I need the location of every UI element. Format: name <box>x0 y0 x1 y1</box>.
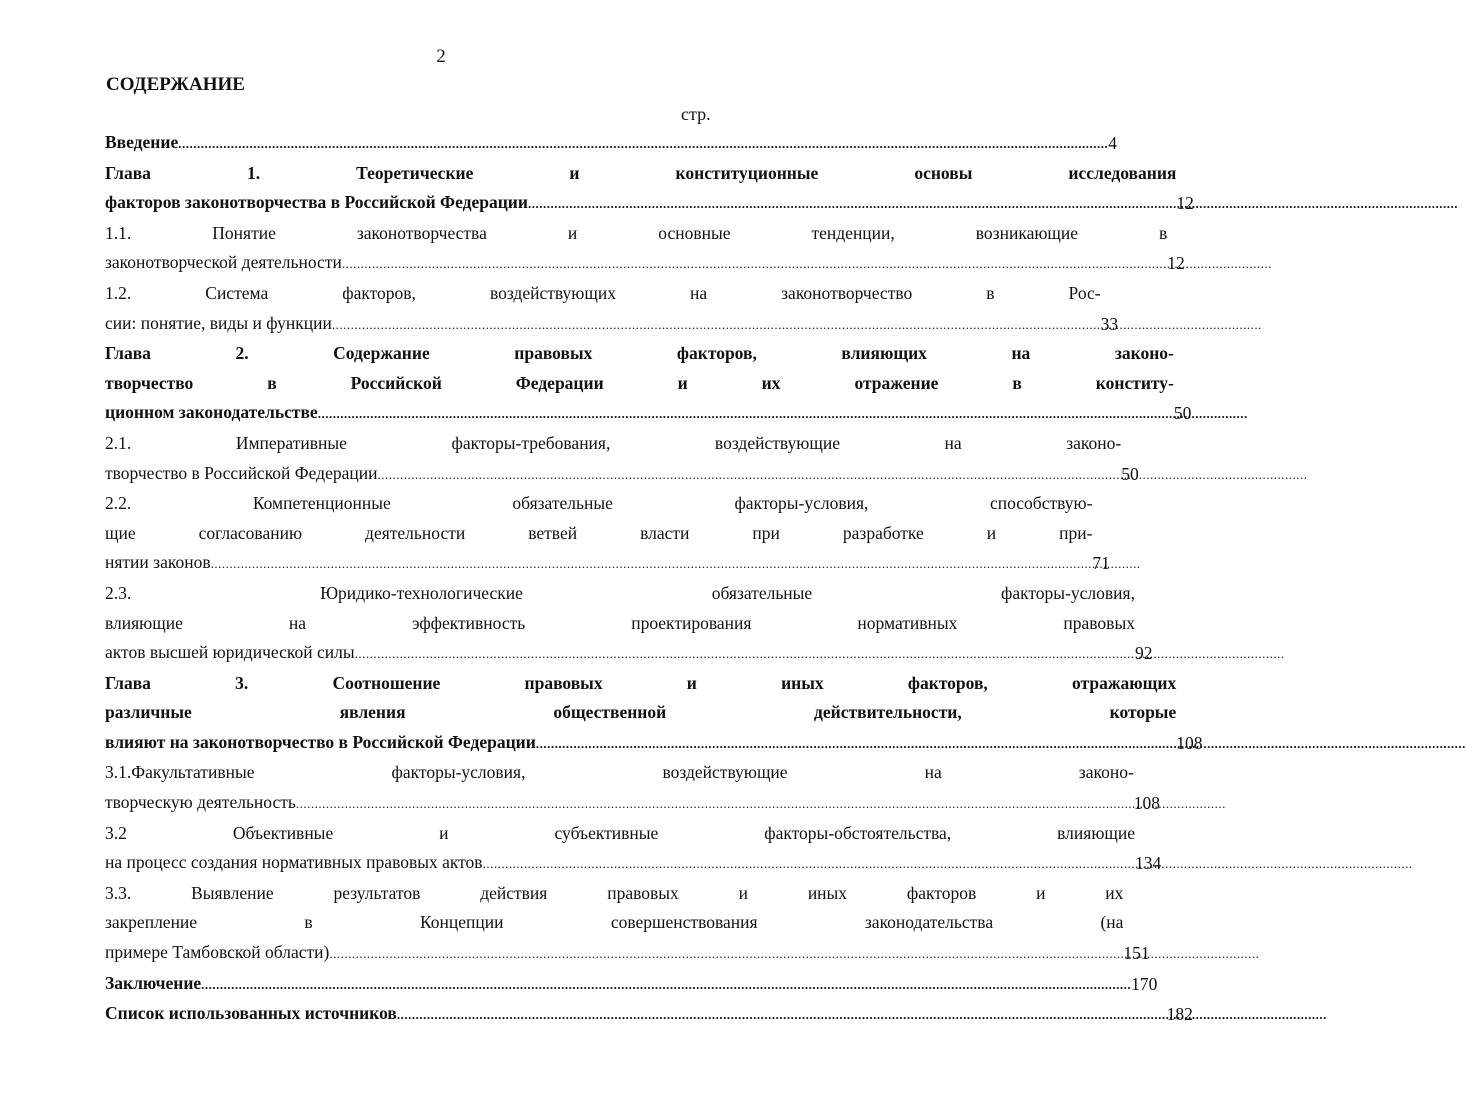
toc-entry[interactable] <box>105 489 1110 579</box>
toc-entry-text <box>105 219 1167 279</box>
toc-entry-line: творчество в Российской Федерации и их отражение в конститу- <box>105 372 1174 393</box>
toc-entry-last-line <box>105 128 1108 159</box>
table-of-contents <box>105 128 1203 1030</box>
toc-entry-last-line <box>105 459 1121 490</box>
toc-entry-text <box>105 279 1101 339</box>
dot-leader <box>329 939 1123 969</box>
toc-entry-title: творческую деятельность <box>105 792 296 813</box>
toc-entry-last-line <box>105 728 1176 759</box>
toc-entry-title: сии: понятие, виды и функции <box>105 312 332 333</box>
toc-entry[interactable] <box>105 128 1117 159</box>
toc-page-number: 4 <box>1108 133 1117 153</box>
toc-page-number: 50 <box>1173 403 1192 424</box>
toc-entry-last-line <box>105 398 1174 429</box>
toc-entry-line: различные явления общественной действительности, которые <box>105 702 1177 723</box>
toc-entry-line: Глава 1. Теоретические и конституционные основы исследования <box>105 162 1177 183</box>
toc-entry-line: Глава 3. Соотношение правовых и иных факторов, отражающих <box>105 672 1177 693</box>
toc-entry-title: нятии законов <box>105 552 211 573</box>
toc-entry-text <box>105 819 1135 879</box>
dot-leader <box>377 460 1121 490</box>
page-column-label: стр. <box>681 104 711 124</box>
toc-entry-last-line <box>105 638 1135 669</box>
toc-entry[interactable] <box>105 429 1139 489</box>
toc-entry-line: 1.2. Система факторов, воздействующих на законотворчество в Рос- <box>105 282 1101 303</box>
toc-entry-text <box>105 669 1176 759</box>
toc-page-number: 182 <box>1166 1004 1193 1025</box>
toc-entry-title: творчество в Российской Федерации <box>105 462 378 483</box>
toc-page-number: 50 <box>1121 463 1139 484</box>
toc-entry-text <box>105 128 1108 159</box>
toc-page-number: 71 <box>1092 553 1110 574</box>
toc-entry[interactable] <box>105 758 1161 818</box>
toc-entry[interactable] <box>105 339 1192 429</box>
toc-entry-line: 2.1. Императивные факторы-требования, воздействующие на законо- <box>105 432 1122 453</box>
toc-entry-last-line <box>105 188 1176 219</box>
toc-entry-line: влияющие на эффективность проектирования нормативных правовых <box>105 612 1135 633</box>
toc-entry-title: факторов законотворчества в Российской Федерации <box>105 192 528 213</box>
dot-leader <box>536 729 1176 759</box>
toc-entry-title: влияют на законотворчество в Российской Федерации <box>105 731 536 752</box>
toc-entry-line: щие согласованию деятельности ветвей власти при разработке и при- <box>105 522 1093 543</box>
toc-page-number: 12 <box>1167 253 1185 274</box>
toc-entry[interactable] <box>105 999 1193 1030</box>
toc-entry-text <box>105 758 1134 818</box>
toc-page-number: 108 <box>1176 732 1203 753</box>
toc-entry-title: Заключение <box>105 972 202 993</box>
dot-leader <box>397 1000 1167 1030</box>
toc-entry[interactable] <box>105 819 1162 879</box>
toc-entry[interactable] <box>105 669 1203 759</box>
toc-entry-text <box>105 489 1092 579</box>
toc-entry[interactable] <box>105 159 1194 219</box>
page-title: СОДЕРЖАНИЕ <box>106 74 245 95</box>
dot-leader <box>201 970 1131 1000</box>
toc-entry-line: 3.3. Выявление результатов действия правовых и иных факторов и их <box>105 882 1124 903</box>
toc-entry[interactable] <box>105 219 1185 279</box>
toc-entry-last-line <box>105 548 1092 579</box>
toc-page-number: 170 <box>1131 973 1158 994</box>
toc-entry-line: 2.3. Юридико-технологические обязательные факторы-условия, <box>105 582 1135 603</box>
toc-page-number: 92 <box>1134 643 1153 664</box>
toc-entry-last-line <box>105 309 1101 340</box>
dot-leader <box>342 249 1167 279</box>
toc-entry-last-line <box>105 938 1123 969</box>
toc-entry-line: 3.2 Объективные и субъективные факторы-обстоятельства, влияющие <box>105 822 1136 843</box>
toc-page-number: 12 <box>1176 193 1194 214</box>
toc-page-number: 151 <box>1123 943 1150 964</box>
toc-entry[interactable] <box>105 879 1150 969</box>
toc-page-number: 33 <box>1100 313 1119 334</box>
toc-entry-line: 2.2. Компетенционные обязательные факторы-условия, способствую- <box>105 493 1093 514</box>
toc-entry-line: Глава 2. Содержание правовых факторов, влияющих на законо- <box>105 343 1174 364</box>
toc-entry-text <box>105 879 1123 969</box>
toc-page-number: 108 <box>1133 793 1161 814</box>
toc-entry-text <box>105 969 1131 1000</box>
toc-entry-title: примере Тамбовской области) <box>105 942 330 963</box>
toc-entry[interactable] <box>105 279 1119 339</box>
dot-leader <box>178 129 1108 159</box>
dot-leader <box>211 549 1093 579</box>
toc-entry-title: законотворческой деятельности <box>105 252 342 273</box>
dot-leader <box>355 639 1135 669</box>
toc-entry[interactable] <box>105 969 1158 1000</box>
toc-entry-text <box>105 339 1174 429</box>
toc-entry-text <box>105 159 1176 219</box>
dot-leader <box>296 789 1134 819</box>
toc-entry-text <box>105 579 1135 669</box>
toc-entry-title: актов высшей юридической силы <box>105 642 355 663</box>
toc-entry-title: ционном законодательстве <box>105 402 318 423</box>
toc-entry-last-line <box>105 848 1135 879</box>
toc-entry-last-line <box>105 969 1131 1000</box>
dot-leader <box>528 189 1176 219</box>
toc-entry[interactable] <box>105 579 1153 669</box>
toc-entry-last-line <box>105 788 1134 819</box>
toc-page-number: 134 <box>1135 853 1162 874</box>
page-number: 2 <box>436 46 446 67</box>
toc-entry-title: на процесс создания нормативных правовых актов <box>105 852 483 873</box>
toc-entry-line: закрепление в Концепции совершенствования законодательства (на <box>105 912 1124 933</box>
dot-leader <box>318 399 1174 429</box>
dot-leader <box>483 849 1135 879</box>
toc-entry-title: Список использованных источников <box>105 1003 397 1024</box>
toc-entry-text <box>105 999 1167 1030</box>
toc-entry-last-line <box>105 999 1167 1030</box>
toc-entry-line: 1.1. Понятие законотворчества и основные тенденции, возникающие в <box>105 222 1168 243</box>
toc-entry-last-line <box>105 248 1167 279</box>
dot-leader <box>332 310 1101 340</box>
toc-entry-text <box>105 429 1121 489</box>
toc-entry-title: Введение <box>105 132 179 152</box>
toc-entry-line: 3.1.Факультативные факторы-условия, воздействующие на законо- <box>105 762 1134 783</box>
